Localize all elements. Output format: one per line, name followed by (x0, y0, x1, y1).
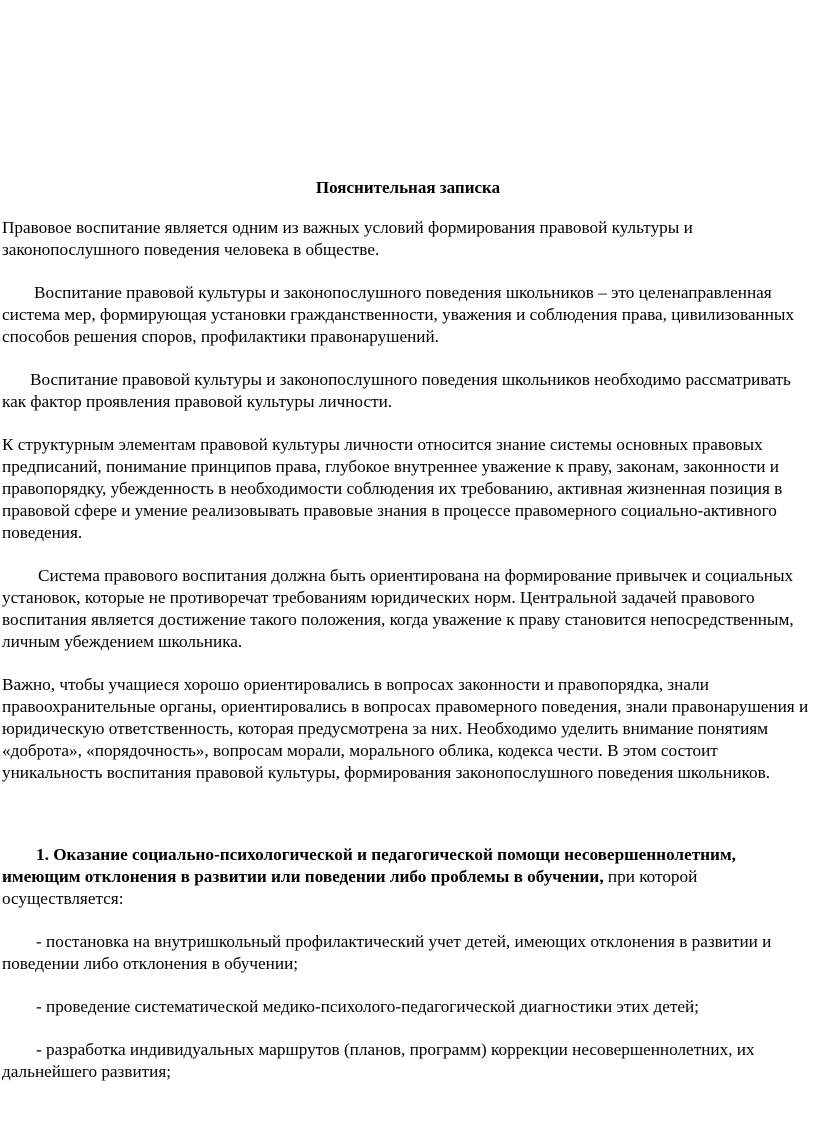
section-1-heading-rest: при которой осуществляется: (2, 867, 698, 908)
paragraph-3: Воспитание правовой культуры и законопослушного поведения школьников необходимо рассматривать как фактор проявления правовой культуры личности. (2, 370, 791, 411)
section-1-heading (2, 844, 812, 910)
section-1-item-3: - разработка индивидуальных маршрутов (планов, программ) коррекции несовершеннолетних, их дальнейшего развития; (2, 1040, 755, 1081)
section-1-item-2: - проведение систематической медико-психолого-педагогической диагностики этих детей; (36, 997, 699, 1016)
section-1-item-1: - постановка на внутришкольный профилактический учет детей, имеющих отклонения в развитии и поведении либо отклонения в обучении; (2, 932, 772, 973)
paragraph-4: К структурным элементам правовой культуры личности относится знание системы основных правовых предписаний, понимание принципов права, глубокое внутреннее уважение к праву, законам, законности и правопорядку, убежденность в необходимости соблюдения их требованию, активная жизненная позиция в правовой сфере и умение реализовывать правовые знания в процессе правомерного социально-активного поведения. (2, 435, 783, 542)
section-1-heading-bold: 1. Оказание социально-психологической и педагогической помощи несовершеннолетним, имеющим отклонения в развитии или поведении либо проблемы в обучении, (2, 845, 736, 886)
paragraph-1: Правовое воспитание является одним из важных условий формирования правовой культуры и законопослушного поведения человека в обществе. (2, 218, 693, 259)
paragraph-6: Важно, чтобы учащиеся хорошо ориентировались в вопросах законности и правопорядка, знали правоохранительные органы, ориентировались в вопросах правомерного поведения, знали правонарушения и юридическую ответственность, которая предусмотрена за них. Необходимо уделить внимание понятиям «доброта», «порядочность», вопросам морали, морального облика, кодекса чести. В этом состоит уникальность воспитания правовой культуры, формирования законопослушного поведения школьников. (2, 675, 809, 782)
paragraph-5: Система правового воспитания должна быть ориентирована на формирование привычек и социальных установок, которые не противоречат требованиям юридических норм. Центральной задачей правового воспитания является достижение такого положения, когда уважение к праву становится непосредственным, личным убеждением школьника. (2, 566, 794, 651)
document-title: Пояснительная записка (315, 178, 501, 197)
paragraph-2: Воспитание правовой культуры и законопослушного поведения школьников – это целенаправленная система мер, формирующая установки гражданственности, уважения и соблюдения права, цивилизованных способов решения споров, профилактики правонарушений. (2, 283, 795, 346)
document-body (2, 217, 812, 1104)
